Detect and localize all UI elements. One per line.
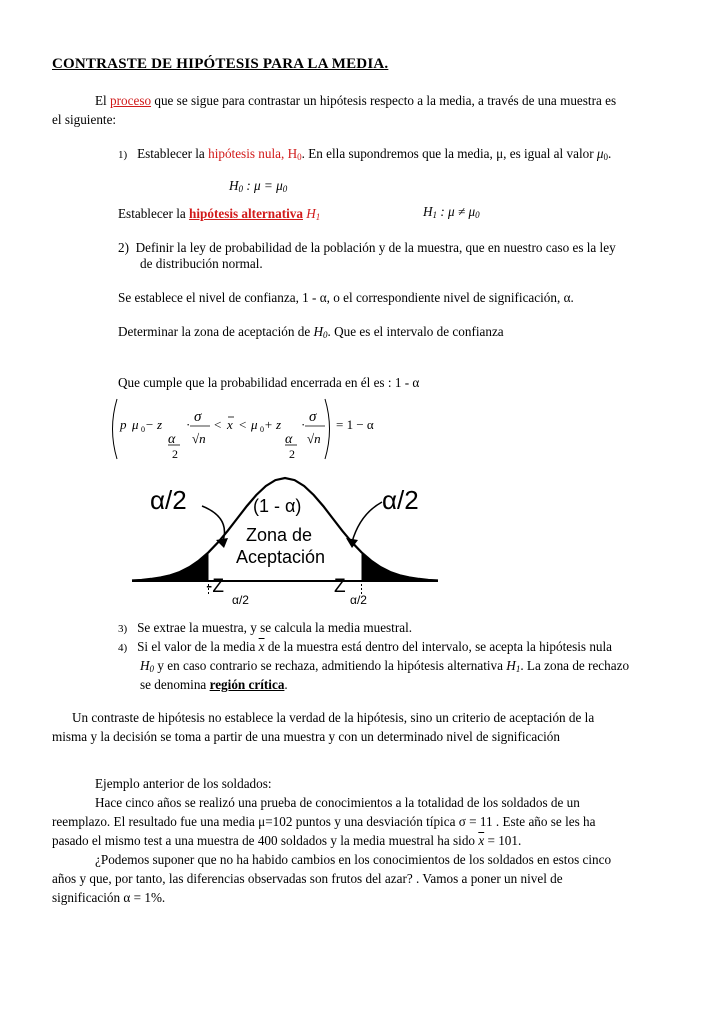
step-2-number: 2): [118, 240, 129, 255]
formula-two-right: 2: [289, 447, 295, 461]
step-1-number: 1): [118, 149, 128, 161]
formula-dot-left: ·: [186, 417, 191, 432]
right-alpha-label: α/2: [382, 485, 419, 515]
right-paren: [325, 399, 330, 459]
example-line-1: Hace cinco años se realizó una prueba de conocimientos a la totalidad de los soldados de un: [95, 795, 580, 810]
formula-dot-right: ·: [301, 417, 306, 432]
step-4-xbar: $\overline{x}$: [258, 639, 265, 654]
example-line-3: pasado el mismo test a una muestra de 400 soldados y la media muestral ha sido $\overline{x} = 101$.: [52, 833, 522, 848]
step-3-text: Se extrae la muestra, y se calcula la media muestral.: [137, 620, 413, 635]
formula-sigma-right: σ: [309, 409, 317, 425]
step-2-line-1: [118, 240, 616, 256]
formula-result: = 1 − α: [336, 417, 374, 432]
conclusion-line-2: misma y la decisión se toma a partir de una muestra y con un determinado nivel de significación: [52, 729, 560, 744]
step-1-end: .: [608, 146, 612, 161]
formula-sqrtn-left: √n: [192, 431, 206, 446]
example-line-5: años y que, por tanto, las diferencias observadas son frutos del azar? . Vamos a poner un nivel de: [52, 871, 563, 886]
formula-minus-z: − z: [145, 417, 163, 432]
h0-formula: $H_0$ : $\mu = \mu_0$: [229, 178, 288, 194]
formula-sqrtn-right: √n: [307, 431, 321, 446]
formula-lt-1: <: [214, 417, 222, 432]
step-3-number: 3): [118, 623, 128, 635]
example-line-4: ¿Podemos suponer que no ha habido cambios en los conocimientos de los soldados en estos cinco: [95, 852, 612, 867]
alt-hypothesis-line: [118, 206, 320, 222]
pos-z-label: Z: [334, 576, 346, 597]
proceso-link[interactable]: proceso: [110, 93, 152, 108]
example-heading: Ejemplo anterior de los soldados:: [95, 776, 272, 791]
formula-p: p: [120, 417, 127, 432]
intro-text-a: El: [95, 93, 111, 108]
normal-distribution-figure: [120, 466, 445, 606]
confidence-line: Se establece el nivel de confianza, 1 - α, o el correspondiente nivel de significación, α.: [118, 290, 574, 305]
mu-sub: 0: [603, 152, 609, 162]
right-rejection-tail: [362, 552, 439, 581]
zone-label-1: Zona de: [246, 525, 313, 545]
conclusion-line-1: Un contraste de hipótesis no establece la verdad de la hipótesis, sino un criterio de aceptación de la: [72, 710, 595, 725]
intro-line-2: el siguiente:: [52, 112, 117, 127]
neg-z-sub: α/2: [232, 593, 249, 606]
step-4-line-3: se denomina región crítica.: [140, 677, 288, 692]
neg-z-label: -Z: [206, 576, 224, 597]
example-line-2: reemplazo. El resultado fue una media μ=102 puntos y una desviación típica σ = 11 . Este año se les ha: [52, 814, 596, 829]
formula-two-left: 2: [172, 447, 178, 461]
zone-label-2: Aceptación: [236, 547, 326, 567]
intro-line-1: [95, 93, 616, 109]
right-arrow: [352, 502, 382, 542]
left-paren: [113, 399, 118, 459]
acceptance-zone-line: Determinar la zona de aceptación de $H_0$. Que es el intervalo de confianza: [118, 324, 504, 340]
step-1-text-a: Establecer la: [137, 146, 209, 161]
formula-sub0: 0: [141, 425, 145, 434]
null-hypothesis-link[interactable]: hipótesis nula, $H_0$: [208, 146, 302, 162]
formula-alpha-left: α: [168, 432, 176, 447]
step-2-text: Definir la ley de probabilidad de la población y de la muestra, que en nuestro caso es la ley: [135, 240, 616, 255]
left-rejection-tail: [132, 552, 209, 581]
formula-plus-z: + z: [264, 417, 282, 432]
h1-formula: $H_1$ : $\mu \ne \mu_0$: [423, 204, 480, 220]
step-3: [118, 620, 412, 636]
step-1-text-b: . En ella supondremos que la media, μ, es igual al valor: [301, 146, 597, 161]
left-alpha-label: α/2: [150, 485, 187, 515]
intro-text-b: que se sigue para contrastar un hipótesis respecto a la media, a través de una muestra es: [151, 93, 617, 108]
alt-h1: $H_1$: [302, 206, 321, 222]
step-1: [118, 146, 611, 162]
example-line-6: significación α = 1%.: [52, 890, 166, 905]
step-4-number: 4): [118, 642, 128, 654]
formula-mu0: μ: [132, 417, 139, 432]
example-xbar: $\overline{x}$: [478, 833, 485, 848]
formula-xbar: x: [227, 417, 233, 432]
formula-sub0-2: 0: [260, 425, 264, 434]
formula-alpha-right: α: [285, 432, 293, 447]
page-title: CONTRASTE DE HIPÓTESIS PARA LA MEDIA.: [52, 56, 389, 72]
alt-text: Establecer la: [118, 206, 190, 221]
formula-mu0-2: μ: [251, 417, 258, 432]
step-4-line-1: 4) Si el valor de la media $\overline{x}$ de la muestra está dentro del intervalo, se acepta la hipótesis nula: [118, 639, 613, 654]
mu-symbol: μ: [596, 146, 604, 161]
probability-line: Que cumple que la probabilidad encerrada en él es : 1 - α: [118, 375, 420, 390]
step-4-line-2: $H_0$ y en caso contrario se rechaza, admitiendo la hipótesis alternativa $H_1$. La zona de rechazo: [140, 658, 630, 674]
formula-lt-2: <: [239, 417, 247, 432]
alt-hypothesis-link[interactable]: hipótesis alternativa: [189, 206, 303, 221]
confidence-label: (1 - α): [253, 496, 302, 516]
critical-region-link[interactable]: región crítica: [209, 677, 285, 692]
step-2-line-2: de distribución normal.: [140, 256, 263, 271]
pos-z-sub: α/2: [350, 593, 367, 606]
probability-formula: [100, 393, 390, 465]
formula-sigma-left: σ: [194, 409, 202, 425]
